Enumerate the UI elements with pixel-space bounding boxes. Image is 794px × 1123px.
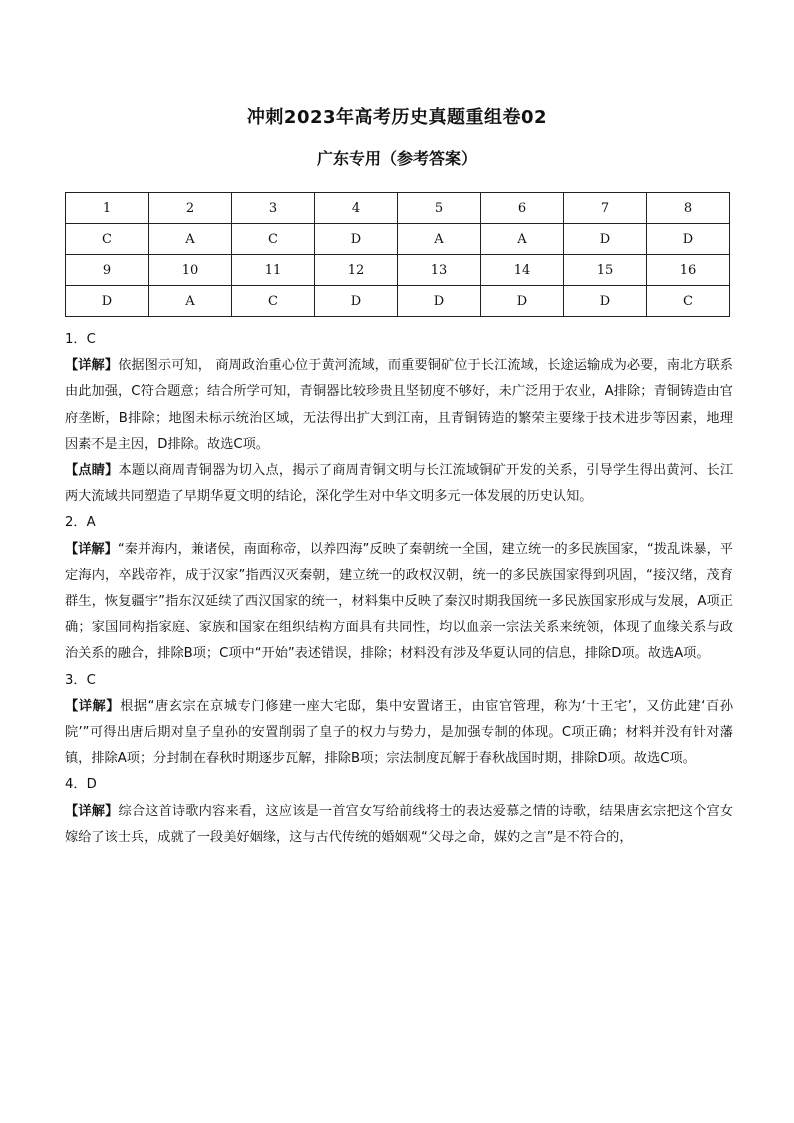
explanation-paragraph — [65, 458, 733, 510]
answer-cell: C — [66, 224, 149, 255]
paragraph-tag: 【详解】 — [65, 541, 118, 557]
page-subtitle: 广东专用（参考答案） — [316, 149, 477, 168]
question-number-cell: 12 — [315, 255, 398, 286]
question-heading: 2．A — [65, 515, 96, 531]
paragraph-text: 根据“唐玄宗在京城专门修建一座大宅邸，集中安置诸王，由宦官管理，称为‘十王宅’，又仿此建‘百孙院’”可得出唐后期对皇子皇孙的安置削弱了皇子的权力与势力，是加强专制的体现。C项正确；材料并没有针对藩镇，排除A项；分封制在春秋时期逐步瓦解，排除B项；宗法制度瓦解于春秋战国时期，排除D项。故选C项。 — [65, 698, 734, 767]
answer-cell: D — [564, 224, 647, 255]
question-number-cell: 2 — [149, 193, 232, 224]
paragraph-text: 本题以商周青铜器为切入点，揭示了商周青铜文明与长江流域铜矿开发的关系，引导学生得出黄河、长江两大流域共同塑造了早期华夏文明的结论，深化学生对中华文明多元一体发展的历史认知。 — [65, 463, 734, 505]
question-number-cell: 8 — [647, 193, 730, 224]
answer-row — [66, 224, 730, 255]
question-heading: 3．C — [65, 672, 96, 688]
paragraph-tag: 【详解】 — [65, 358, 119, 374]
answer-cell: D — [66, 286, 149, 317]
answer-cell: C — [232, 224, 315, 255]
question-number-cell: 11 — [232, 255, 315, 286]
question-number-cell: 15 — [564, 255, 647, 286]
question-number-cell: 13 — [398, 255, 481, 286]
question-heading: 1．C — [65, 332, 96, 347]
explanations — [65, 327, 733, 851]
answer-cell: C — [647, 286, 730, 317]
question-number-cell: 14 — [481, 255, 564, 286]
question-number-cell: 3 — [232, 193, 315, 224]
answer-cell: D — [398, 286, 481, 317]
answer-cell: C — [232, 286, 315, 317]
page-title: 冲刺2023年高考历史真题重组卷02 — [246, 107, 548, 128]
answer-cell: D — [315, 224, 398, 255]
answer-cell: A — [481, 224, 564, 255]
paragraph-tag: 【点睛】 — [65, 463, 119, 479]
answer-cell: D — [647, 224, 730, 255]
paragraph-text: 依据图示可知， 商周政治重心位于黄河流域，而重要铜矿位于长江流域，长途运输成为必要，南北方联系由此加强，C符合题意；结合所学可知，青铜器比较珍贵且坚韧度不够好，未广泛用于农业，A排除；青铜铸造由官府垄断，B排除；地图未标示统治区域，无法得出扩大到江南，且青铜铸造的繁荣主要缘于技术进步等因素，地理因素不是主因，D排除。故选C项。 — [65, 358, 733, 452]
question-number-cell: 6 — [481, 193, 564, 224]
question-number-cell: 16 — [647, 255, 730, 286]
answer-table — [65, 192, 730, 317]
answer-cell: D — [315, 286, 398, 317]
question-number-cell: 9 — [66, 255, 149, 286]
question-number-cell: 10 — [149, 255, 232, 286]
question-number-cell: 1 — [66, 193, 149, 224]
explanation-paragraph — [65, 694, 733, 773]
paragraph-tag: 【详解】 — [65, 803, 119, 819]
answer-cell: A — [149, 224, 232, 255]
explanation-paragraph — [65, 537, 733, 668]
answer-cell: D — [481, 286, 564, 317]
question-number-row — [66, 255, 730, 286]
paragraph-tag: 【详解】 — [65, 698, 121, 714]
question-number-cell: 4 — [315, 193, 398, 224]
paragraph-text: “秦并海内，兼诸侯，南面称帝，以养四海”反映了秦朝统一全国，建立统一的多民族国家，“拨乱诛暴，平定海内，卒践帝祚，成于汉家”指西汉灭秦朝，建立统一的政权汉朝，统一的多民族国家得到巩固，“接汉绪，茂育群生，恢复疆宇”指东汉延续了西汉国家的统一，材料集中反映了秦汉时期我国统一多民族国家形成与发展，A项正确；家国同构指家庭、家族和国家在组织结构方面具有共同性，均以血亲一宗法关系来统领，体现了血缘关系与政治关系的融合，排除B项；C项中“开始”表述错误，排除；材料没有涉及华夏认同的信息，排除D项。故选A项。 — [65, 541, 733, 662]
answer-cell: A — [398, 224, 481, 255]
question-number-row — [66, 193, 730, 224]
question-number-cell: 7 — [564, 193, 647, 224]
question-heading: 4．D — [65, 777, 97, 793]
answer-cell: A — [149, 286, 232, 317]
question-number-cell: 5 — [398, 193, 481, 224]
explanation-paragraph — [65, 353, 733, 458]
paragraph-text: 综合这首诗歌内容来看，这应该是一首宫女写给前线将士的表达爱慕之情的诗歌，结果唐玄宗把这个宫女嫁给了该士兵，成就了一段美好姻缘，这与古代传统的婚姻观“父母之命，媒妁之言”是不符合的， — [65, 803, 734, 845]
answer-row — [66, 286, 730, 317]
answer-cell: D — [564, 286, 647, 317]
explanation-paragraph — [65, 799, 733, 851]
